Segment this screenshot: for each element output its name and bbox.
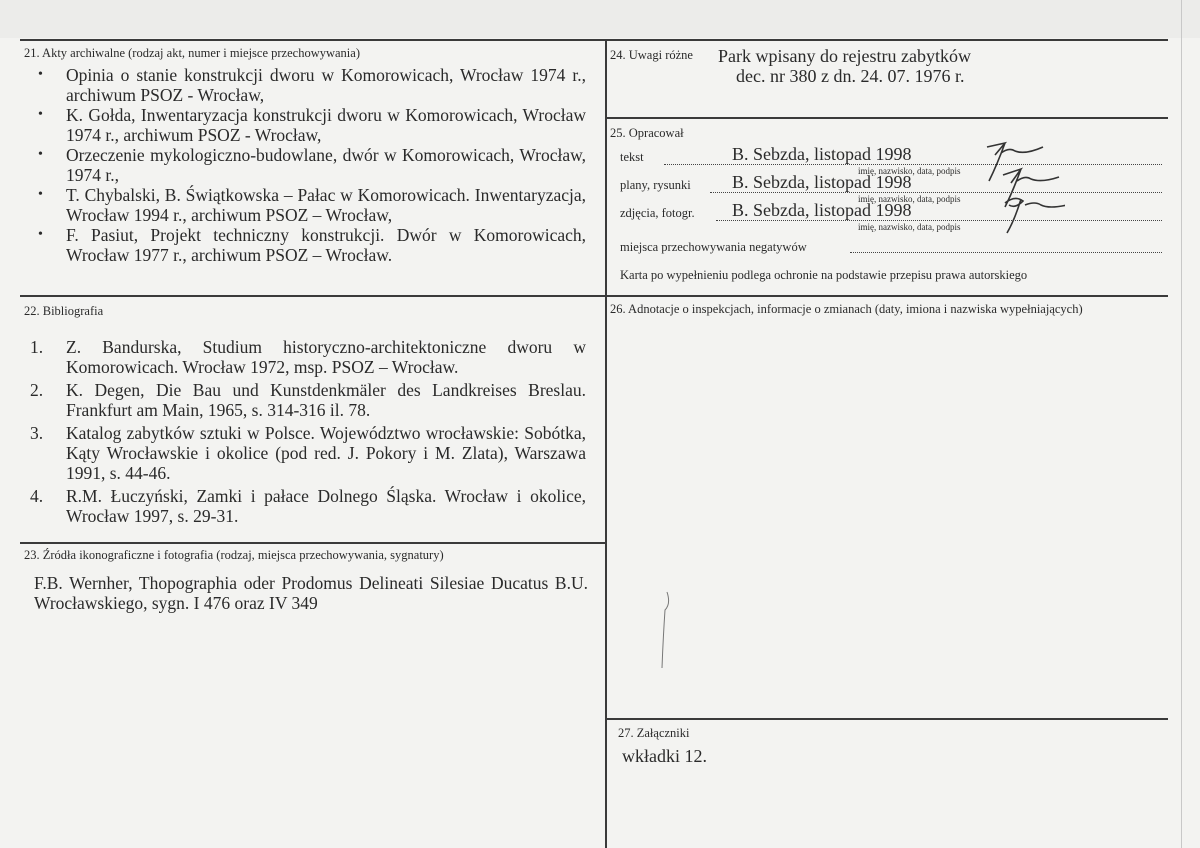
list-item: • Opinia o stanie konstrukcji dworu w Komorowicach, Wrocław 1974 r., archiwum PSOZ - Wrocław, [24,65,586,105]
row-label: tekst [620,150,644,164]
divider [20,39,1168,41]
item-number: 2. [30,380,44,400]
item-number: 3. [30,423,44,443]
list-item [24,337,586,377]
copyright-note: Karta po wypełnieniu podlega ochronie na podstawie przepisu prawa autorskiego [620,268,1028,282]
item-text: Katalog zabytków sztuki w Polsce. Województwo wrocławskie: Sobótka, Kąty Wrocławskie i okolice (pod red. J. Pokory i M. Zlata), Warszawa 1991, s. 44-46. [66,423,586,483]
attachments-text: wkładki 12. [622,746,707,766]
section-title: 21. Akty archiwalne (rodzaj akt, numer i miejsce przechowywania) [24,46,360,60]
divider [606,718,1168,720]
section-archival-records [24,46,586,265]
author-row-plans [620,172,1162,204]
author-row-text [620,144,1162,176]
list-item: • T. Chybalski, B. Świątkowska – Pałac w Komorowicach. Inwentaryzacja, Wrocław 1994 r., archiwum PSOZ – Wrocław, [24,185,586,225]
field-hint: imię, nazwisko, data, podpis [858,194,961,204]
item-text: Z. Bandurska, Studium historyczno-architektoniczne dworu w Komorowicach. Wrocław 1972, msp. PSOZ – Wrocław. [66,337,586,377]
divider [20,542,606,544]
section-title: 26. Adnotacje o inspekcjach, informacje o zmianach (daty, imiona i nazwiska wypełniających) [610,302,1083,316]
row-value: B. Sebzda, listopad 1998 [732,172,912,192]
list-item [24,423,586,483]
signature-image [975,135,1065,235]
author-row-photos [620,200,1162,232]
item-number: 4. [30,486,44,506]
divider [605,39,607,848]
remarks-line: Park wpisany do rejestru zabytków [718,46,971,66]
list-item: • K. Gołda, Inwentaryzacja konstrukcji dworu w Komorowicach, Wrocław 1974 r., archiwum PSOZ - Wrocław, [24,105,586,145]
row-label: miejsca przechowywania negatywów [620,240,807,254]
item-text: R.M. Łuczyński, Zamki i pałace Dolnego Śląska. Wrocław i okolice, Wrocław 1997, s. 29-31. [66,486,586,526]
section-title: 24. Uwagi różne [610,48,693,62]
row-value: B. Sebzda, listopad 1998 [732,200,912,220]
item-number: 1. [30,337,44,357]
paper-edge [1181,0,1182,848]
scan-top-strip [0,0,1200,38]
row-value: B. Sebzda, listopad 1998 [732,144,912,164]
section-bibliography [24,304,586,529]
row-label: zdjęcia, fotogr. [620,206,695,220]
list-item [24,380,586,420]
remarks-line: dec. nr 380 z dn. 24. 07. 1976 r. [736,66,965,86]
section-title: 25. Opracował [610,126,684,140]
section-remarks [610,46,1160,86]
section-title: 22. Bibliografia [24,304,104,318]
section-text: F.B. Wernher, Thopographia oder Prodomus Delineati Silesiae Ducatus B.U. Wrocławskiego, sygn. I 476 oraz IV 349 [34,573,588,613]
field-hint: imię, nazwisko, data, podpis [858,166,961,176]
negatives-row [620,240,1162,256]
divider [606,117,1168,119]
section-title: 27. Załączniki [618,726,690,740]
item-text: K. Degen, Die Bau und Kunstdenkmäler des Landkreises Breslau. Frankfurt am Main, 1965, s. 314-316 il. 78. [66,380,586,420]
row-label: plany, rysunki [620,178,691,192]
list-item [24,486,586,526]
list-item: • F. Pasiut, Projekt techniczny konstrukcji. Dwór w Komorowicach, Wrocław 1977 r., archiwum PSOZ – Wrocław. [24,225,586,265]
list-item: • Orzeczenie mykologiczno-budowlane, dwór w Komorowicach, Wrocław, 1974 r., [24,145,586,185]
divider [20,295,1168,297]
field-hint: imię, nazwisko, data, podpis [858,222,961,232]
section-iconographic-sources [24,548,588,613]
section-title: 23. Źródła ikonograficzne i fotografia (rodzaj, miejsca przechowywania, sygnatury) [24,548,444,562]
pencil-mark [655,590,675,670]
